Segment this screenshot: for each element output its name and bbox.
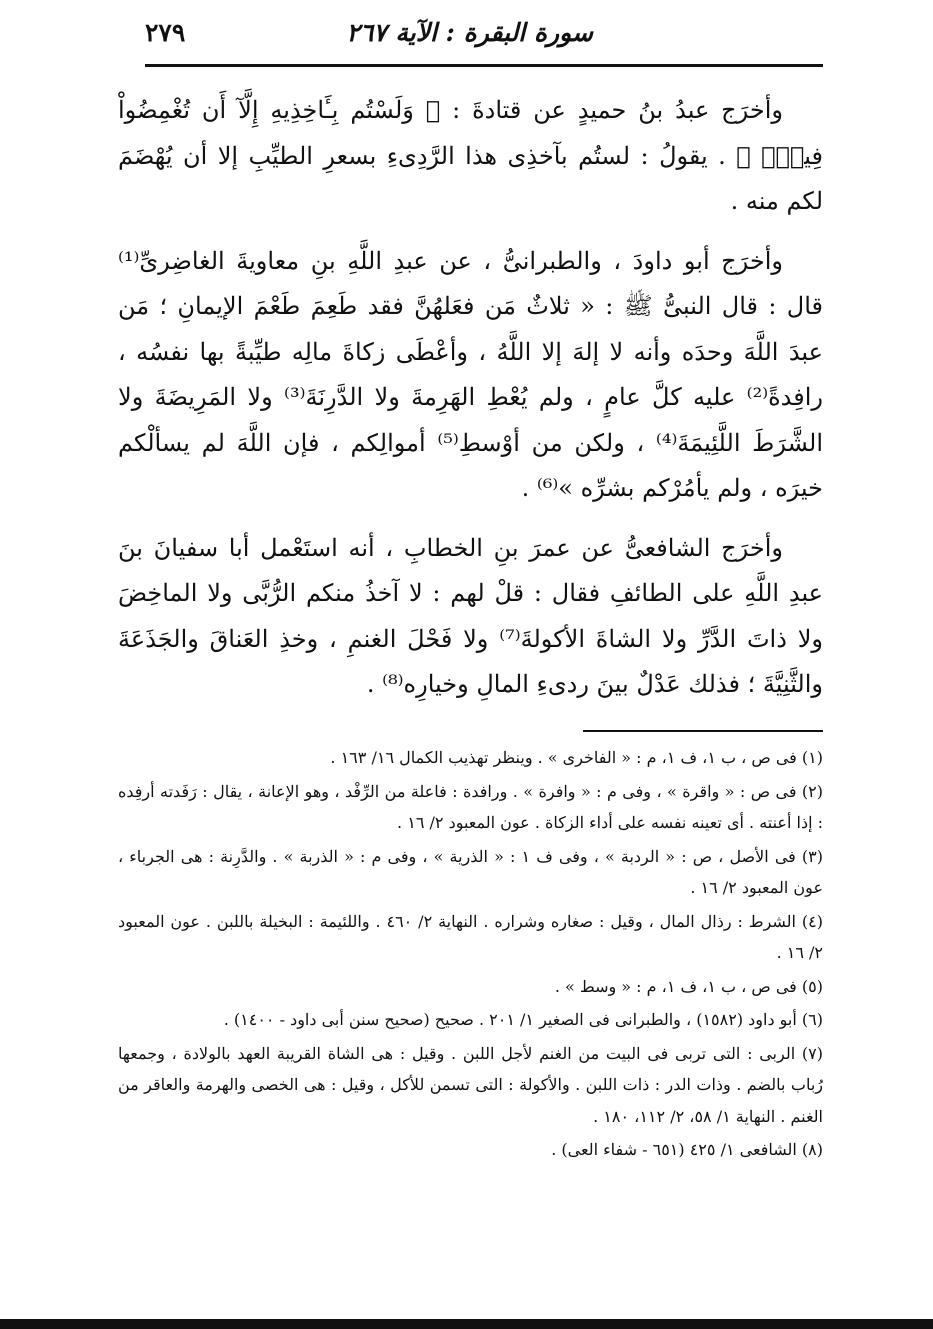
running-head <box>145 14 823 54</box>
main-text <box>118 88 823 722</box>
paragraph: وأخرَج عبدُ بنُ حميدٍ عن قتادةَ : ﴿ وَلَسْتُم بِـَٔاخِذِيهِ إِلَّآ أَن تُغْمِضُواْ فِيهِۚ ﴾ . يقولُ : لستُم بآخذِى هذا الرَّدِىءِ بسعرِ الطيِّبِ إلا أن يُهْضَمَ لكم منه . <box>118 96 824 215</box>
header-rule <box>145 64 823 67</box>
paragraph: وأخرَج الشافعىُّ عن عمرَ بنِ الخطابِ ، أنه استَعْمل أبا سفيانَ بنَ عبدِ اللَّهِ على الطائفِ فقال : قلْ لهم : لا آخذُ منكم الرُّبَّى ولا الماخِضَ ولا ذاتَ الدَّرِّ ولا الشاةَ الأكولةَ⁽⁷⁾ ولا فَحْلَ الغنمِ ، وخذِ العَناقَ والجَذَعَةَ والثَّنِيَّةَ ؛ فذلك عَدْلٌ بينَ ردىءِ المالِ وخيارِه⁽⁸⁾ . <box>118 533 823 698</box>
scan-bottom-edge <box>0 1319 933 1329</box>
footnote-rule <box>583 730 823 732</box>
footnote: (١) فى ص ، ب ١، ف ١، م : « الفاخرى » . وينظر تهذيب الكمال ١٦/ ١٦٣ . <box>330 748 823 767</box>
footnote: (٨) الشافعى ١/ ٤٢٥ (٦٥١ - شفاء العى) . <box>551 1140 823 1159</box>
footnote: (٧) الربى : التى تربى فى البيت من الغنم لأجل اللبن . وقيل : هى الشاة القريبة العهد بالولادة ، وجمعها رُباب بالضم . وذات الدر : ذات اللبن . والأكولة : التى تسمن للأكل ، وقيل : هى الخصى والهرمة والعاقر من الغنم . النهاية ١/ ٥٨، ٢/ ١١٢، ١٨٠ . <box>118 1043 823 1126</box>
running-title: سورة البقرة : الآية ٢٦٧ <box>346 18 593 47</box>
footnote: (٤) الشرط : رذال المال ، وقيل : صغاره وشراره . النهاية ٢/ ٤٦٠ . واللئيمة : البخيلة باللبن . عون المعبود ٢/ ١٦ . <box>118 911 823 962</box>
footnote: (٢) فى ص : « واقرة » ، وفى م : « وافرة » . ورافدة : فاعلة من الرِّفْد ، وهو الإعانة ، يقال : رَفَدته أرفِده : إذا أعنته . أى تعينه نفسه على أداء الزكاة . عون المعبود ٢/ ١٦ . <box>118 781 823 832</box>
footnote: (٣) فى الأصل ، ص : « الردبة » ، وفى ف ١ : « الذرية » ، وفى م : « الذربة » . والدَّرِنة : هى الجرباء ، عون المعبود ٢/ ١٦ . <box>118 846 824 897</box>
footnote: (٦) أبو داود (١٥٨٢) ، والطبرانى فى الصغير ١/ ٢٠١ . صحيح (صحيح سنن أبى داود - ١٤٠٠) . <box>223 1010 823 1029</box>
paragraph: وأخرَج أبو داودَ ، والطبرانىُّ ، عن عبدِ اللَّهِ بنِ معاويةَ الغاضِرىِّ⁽¹⁾ قال : قال النبىُّ ﷺ : « ثلاثٌ مَن فعَلهُنَّ فقد طَعِمَ طَعْمَ الإيمانِ ؛ مَن عبدَ اللَّهَ وحدَه وأنه لا إلهَ إلا اللَّهُ ، وأعْطَى زكاةَ مالِه طيِّبةً بها نفسُه ، رافِدةً⁽²⁾ عليه كلَّ عامٍ ، ولم يُعْطِ الهَرِمةَ ولا الدَّرِنَةَ⁽³⁾ ولا المَرِيضَةَ ولا الشَّرَطَ اللَّئِيمَةَ⁽⁴⁾ ، ولكن من أوْسطِ⁽⁵⁾ أموالِكم ، فإن اللَّهَ لم يسألْكم خيرَه ، ولم يأمُرْكم بشرِّه »⁽⁶⁾ . <box>118 246 823 502</box>
page-number: ٢٧٩ <box>145 18 186 47</box>
footnotes <box>118 742 823 1168</box>
footnote: (٥) فى ص ، ب ١، ف ١، م : « وسط » . <box>554 976 823 996</box>
